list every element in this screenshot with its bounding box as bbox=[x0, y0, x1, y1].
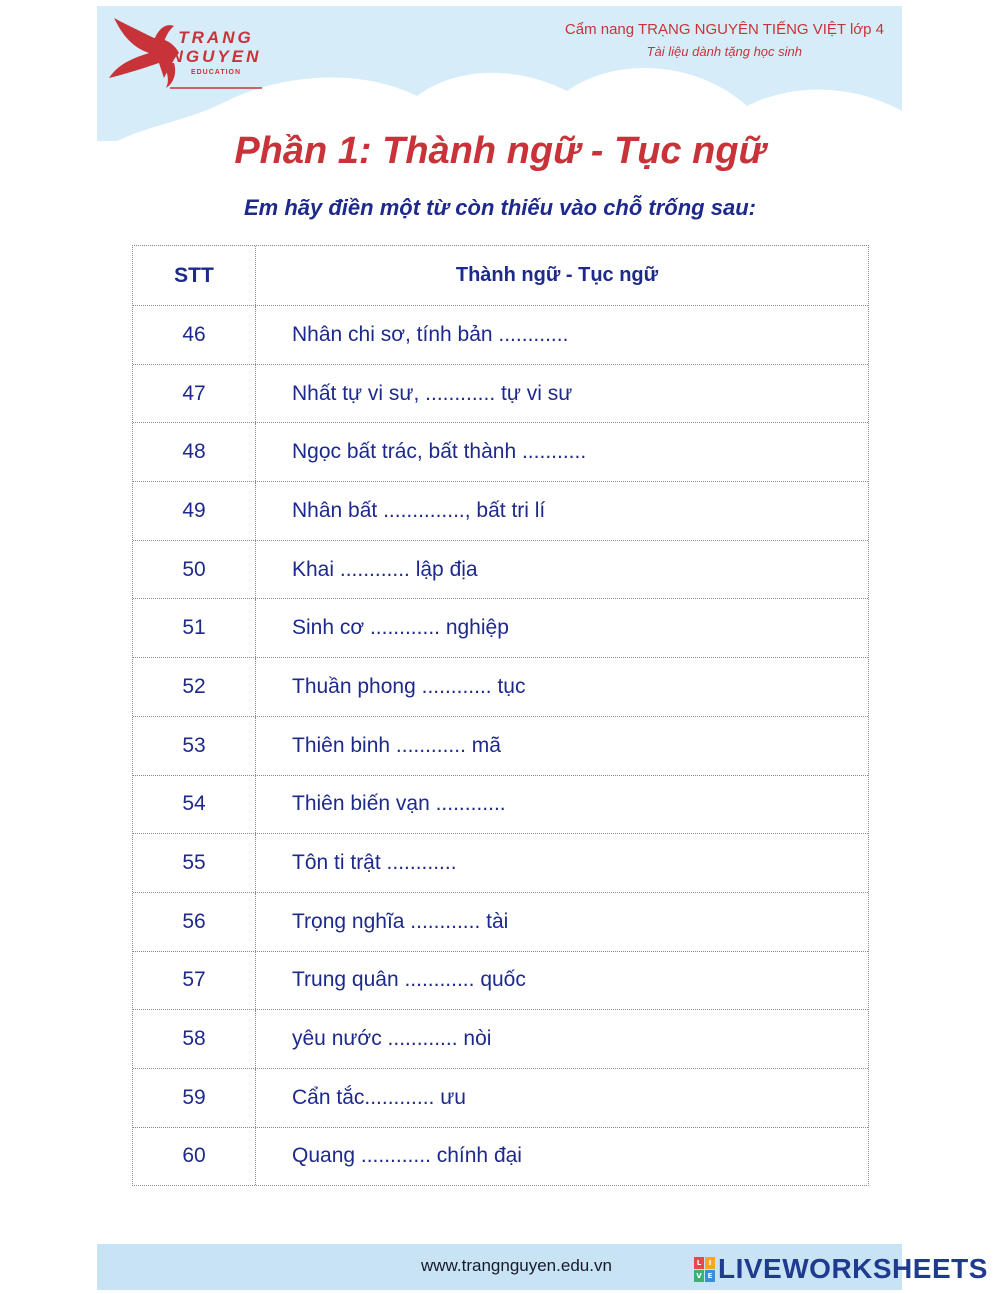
idiom-text[interactable]: Cẩn tắc............ ưu bbox=[292, 1085, 466, 1109]
idiom-text[interactable]: Khai ............ lập địa bbox=[292, 557, 478, 581]
logo-line-1: TRANG bbox=[178, 28, 254, 47]
row-number: 49 bbox=[133, 482, 256, 540]
idiom-text[interactable]: Nhân chi sơ, tính bản ............ bbox=[292, 322, 569, 346]
row-number: 48 bbox=[133, 423, 256, 481]
table-row bbox=[133, 892, 868, 951]
idiom-text[interactable]: Trung quân ............ quốc bbox=[292, 968, 526, 992]
book-title: Cẩm nang TRẠNG NGUYÊN TIẾNG VIỆT lớp 4 bbox=[564, 21, 884, 38]
table-row bbox=[133, 364, 868, 423]
table-row bbox=[133, 775, 868, 834]
table-row bbox=[133, 1068, 868, 1127]
table-row bbox=[133, 598, 868, 657]
row-number: 57 bbox=[133, 952, 256, 1010]
logo-block-l: L bbox=[694, 1257, 704, 1269]
book-info bbox=[565, 19, 884, 63]
table-header-row bbox=[133, 246, 868, 305]
logo-block-v: V bbox=[694, 1270, 704, 1282]
logo-text bbox=[170, 28, 262, 78]
idiom-text[interactable]: Thiên binh ............ mã bbox=[292, 733, 501, 757]
table-row bbox=[133, 305, 868, 364]
table-row bbox=[133, 422, 868, 481]
idiom-text[interactable]: Nhất tự vi sư, ............ tự vi sư bbox=[292, 381, 573, 405]
book-subtitle: Tài liệu dành tặng học sinh bbox=[646, 44, 802, 59]
idiom-text[interactable]: Sinh cơ ............ nghiệp bbox=[292, 616, 509, 640]
table-row bbox=[133, 716, 868, 775]
logo-line-2: NGUYEN bbox=[170, 47, 262, 66]
instruction-text: Em hãy điền một từ còn thiếu vào chỗ trống sau: bbox=[244, 195, 756, 220]
row-number: 47 bbox=[133, 365, 256, 423]
idiom-text[interactable]: Nhân bất .............., bất tri lí bbox=[292, 498, 546, 522]
liveworksheets-logo-icon bbox=[694, 1257, 715, 1282]
row-number: 60 bbox=[133, 1128, 256, 1186]
table-row bbox=[133, 951, 868, 1010]
row-number: 50 bbox=[133, 541, 256, 599]
table-row bbox=[133, 1127, 868, 1186]
table-row bbox=[133, 657, 868, 716]
table-row bbox=[133, 1009, 868, 1068]
row-number: 56 bbox=[133, 893, 256, 951]
row-number: 58 bbox=[133, 1010, 256, 1068]
column-header-idiom: Thành ngữ - Tục ngữ bbox=[455, 264, 659, 286]
row-number: 52 bbox=[133, 658, 256, 716]
idiom-text[interactable]: Quang ............ chính đại bbox=[292, 1144, 522, 1168]
idiom-text[interactable]: Thuần phong ............ tục bbox=[292, 674, 526, 698]
idiom-text[interactable]: Ngọc bất trác, bất thành ........... bbox=[292, 440, 587, 464]
liveworksheets-wordmark: LIVEWORKSHEETS bbox=[718, 1253, 988, 1284]
liveworksheets-brand[interactable] bbox=[694, 1253, 988, 1285]
row-number: 54 bbox=[133, 776, 256, 834]
idiom-table bbox=[132, 245, 869, 1186]
table-row bbox=[133, 833, 868, 892]
footer-url-link[interactable]: www.trangnguyen.edu.vn bbox=[421, 1256, 612, 1275]
table-row bbox=[133, 481, 868, 540]
row-number: 55 bbox=[133, 834, 256, 892]
row-number: 53 bbox=[133, 717, 256, 775]
idiom-text[interactable]: yêu nước ............ nòi bbox=[292, 1027, 492, 1051]
row-number: 51 bbox=[133, 599, 256, 657]
idiom-text[interactable]: Thiên biến vạn ............ bbox=[292, 792, 506, 816]
logo-line-3: EDUCATION bbox=[190, 69, 242, 76]
idiom-text[interactable]: Trọng nghĩa ............ tài bbox=[292, 909, 509, 933]
page-title: Phần 1: Thành ngữ - Tục ngữ bbox=[234, 130, 766, 172]
logo-block-e: E bbox=[705, 1270, 715, 1282]
column-header-stt: STT bbox=[133, 246, 256, 305]
logo-block-i: I bbox=[705, 1257, 715, 1269]
table-row bbox=[133, 540, 868, 599]
idiom-text[interactable]: Tôn ti trật ............ bbox=[292, 851, 457, 875]
row-number: 46 bbox=[133, 306, 256, 364]
row-number: 59 bbox=[133, 1069, 256, 1127]
